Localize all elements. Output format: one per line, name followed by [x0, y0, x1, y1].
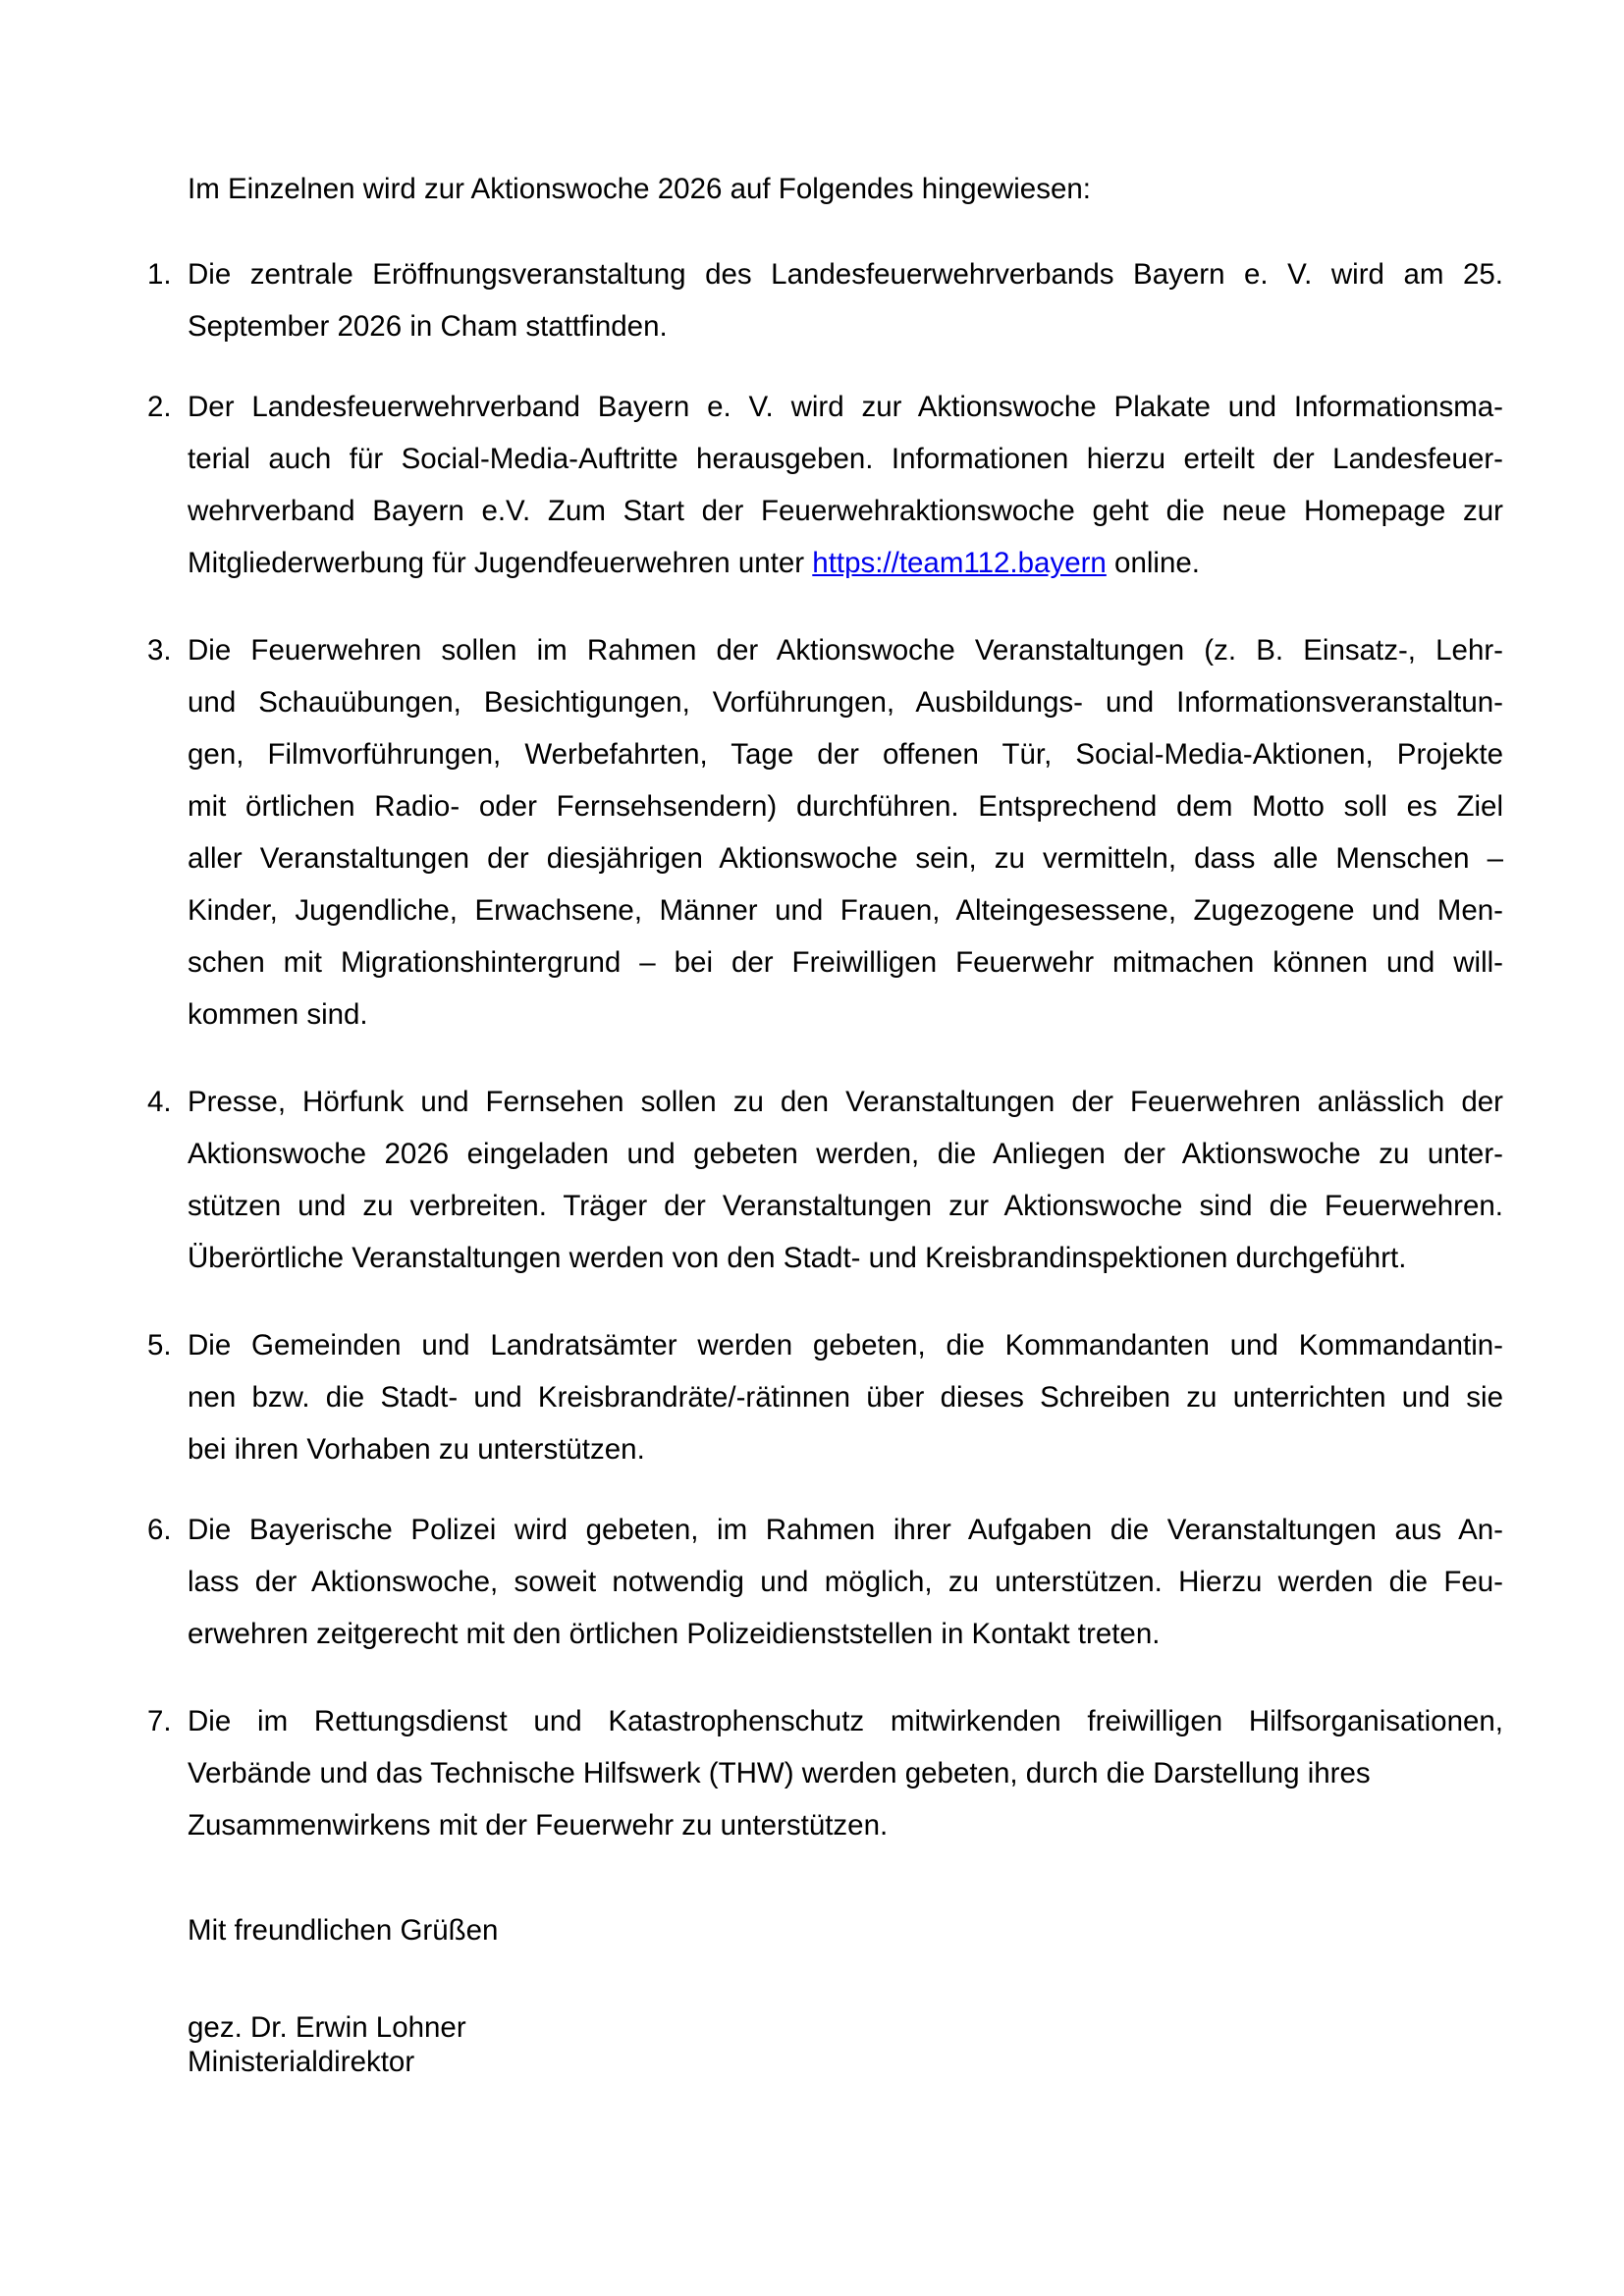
list-item — [147, 248, 1512, 352]
text-line: Verbände und das Technische Hilfswerk (THW) werden gebeten, durch die Darstellung ihres — [188, 1757, 1371, 1789]
text-line: Die Bayerische Polizei wird gebeten, im Rahmen ihrer Aufgaben die Veranstaltungen aus An- — [188, 1514, 1503, 1546]
list-item-body — [188, 1076, 1503, 1284]
text-line: September 2026 in Cham stattfinden. — [188, 310, 668, 343]
list-item-number: 6. — [147, 1514, 172, 1546]
team112-link[interactable]: https://team112.bayern — [812, 547, 1107, 579]
text-line: Presse, Hörfunk und Fernsehen sollen zu den Veranstaltungen der Feuerwehren anlässlich der — [188, 1086, 1503, 1118]
text-line: kommen sind. — [188, 998, 368, 1031]
signature-name: gez. Dr. Erwin Lohner — [188, 2011, 466, 2044]
list-item — [147, 624, 1512, 1041]
text-line: stützen und zu verbreiten. Träger der Veranstaltungen zur Aktionswoche sind die Feuerwehren. — [188, 1190, 1503, 1222]
text-line: lass der Aktionswoche, soweit notwendig und möglich, zu unterstützen. Hierzu werden die Feu- — [188, 1566, 1503, 1598]
list-item-body — [188, 248, 1503, 352]
list-item-body — [188, 624, 1503, 1041]
text-line: aller Veranstaltungen der diesjährigen Aktionswoche sein, zu vermitteln, dass alle Menschen – — [188, 842, 1503, 875]
text-line: erwehren zeitgerecht mit den örtlichen Polizeidienststellen in Kontakt treten. — [188, 1618, 1161, 1650]
list-item-number: 3. — [147, 634, 172, 667]
text-line: schen mit Migrationshintergrund – bei der Freiwilligen Feuerwehr mitmachen können und will- — [188, 946, 1503, 979]
list-item — [147, 1319, 1512, 1475]
text-line: Die Gemeinden und Landratsämter werden gebeten, die Kommandanten und Kommandantin- — [188, 1329, 1503, 1362]
list-item-number: 2. — [147, 391, 172, 423]
text-line: und Schauübungen, Besichtigungen, Vorführungen, Ausbildungs- und Informationsveranstaltun- — [188, 686, 1503, 719]
list-item-number: 1. — [147, 258, 172, 291]
text-line: wehrverband Bayern e.V. Zum Start der Feuerwehraktionswoche geht die neue Homepage zur — [188, 495, 1503, 527]
signature-block — [188, 2010, 466, 2079]
text-line — [188, 537, 1503, 589]
text-line: Die Feuerwehren sollen im Rahmen der Aktionswoche Veranstaltungen (z. B. Einsatz-, Lehr- — [188, 634, 1503, 667]
list-item-number: 5. — [147, 1329, 172, 1362]
list-item — [147, 1504, 1512, 1660]
text-line: gen, Filmvorführungen, Werbefahrten, Tage der offenen Tür, Social-Media-Aktionen, Projekte — [188, 738, 1503, 771]
text-line: Die im Rettungsdienst und Katastrophenschutz mitwirkenden freiwilligen Hilfsorganisationen, — [188, 1705, 1503, 1737]
closing-greeting: Mit freundlichen Grüßen — [188, 1914, 499, 1947]
text-line: Überörtliche Veranstaltungen werden von den Stadt- und Kreisbrandinspektionen durchgeführt. — [188, 1242, 1407, 1274]
text-line: Aktionswoche 2026 eingeladen und gebeten werden, die Anliegen der Aktionswoche zu unter- — [188, 1138, 1503, 1170]
list-item — [147, 1076, 1512, 1284]
list-item-body — [188, 381, 1503, 589]
list-item — [147, 381, 1512, 589]
text-segment: online. — [1106, 547, 1200, 579]
signature-title: Ministerialdirektor — [188, 2046, 415, 2078]
list-item-body — [188, 1695, 1503, 1851]
list-item — [147, 1695, 1512, 1851]
text-line: Zusammenwirkens mit der Feuerwehr zu unterstützen. — [188, 1809, 889, 1842]
text-segment: Mitgliederwerbung für Jugendfeuerwehren unter — [188, 547, 813, 579]
list-item-body — [188, 1319, 1503, 1475]
list-item-number: 7. — [147, 1705, 172, 1737]
text-line: nen bzw. die Stadt- und Kreisbrandräte/-rätinnen über dieses Schreiben zu unterrichten und sie — [188, 1381, 1503, 1414]
list-item-body — [188, 1504, 1503, 1660]
text-line: bei ihren Vorhaben zu unterstützen. — [188, 1433, 645, 1466]
intro-paragraph: Im Einzelnen wird zur Aktionswoche 2026 auf Folgendes hingewiesen: — [188, 173, 1091, 205]
text-line: Der Landesfeuerwehrverband Bayern e. V. wird zur Aktionswoche Plakate und Informationsma- — [188, 391, 1503, 423]
text-line: terial auch für Social-Media-Auftritte herausgeben. Informationen hierzu erteilt der Landesfeuer- — [188, 443, 1503, 475]
list-item-number: 4. — [147, 1086, 172, 1118]
text-line: Die zentrale Eröffnungsveranstaltung des Landesfeuerwehrverbands Bayern e. V. wird am 25. — [188, 258, 1503, 291]
text-line: mit örtlichen Radio- oder Fernsehsendern) durchführen. Entsprechend dem Motto soll es Ziel — [188, 790, 1503, 823]
text-line: Kinder, Jugendliche, Erwachsene, Männer und Frauen, Alteingesessene, Zugezogene und Men- — [188, 894, 1503, 927]
